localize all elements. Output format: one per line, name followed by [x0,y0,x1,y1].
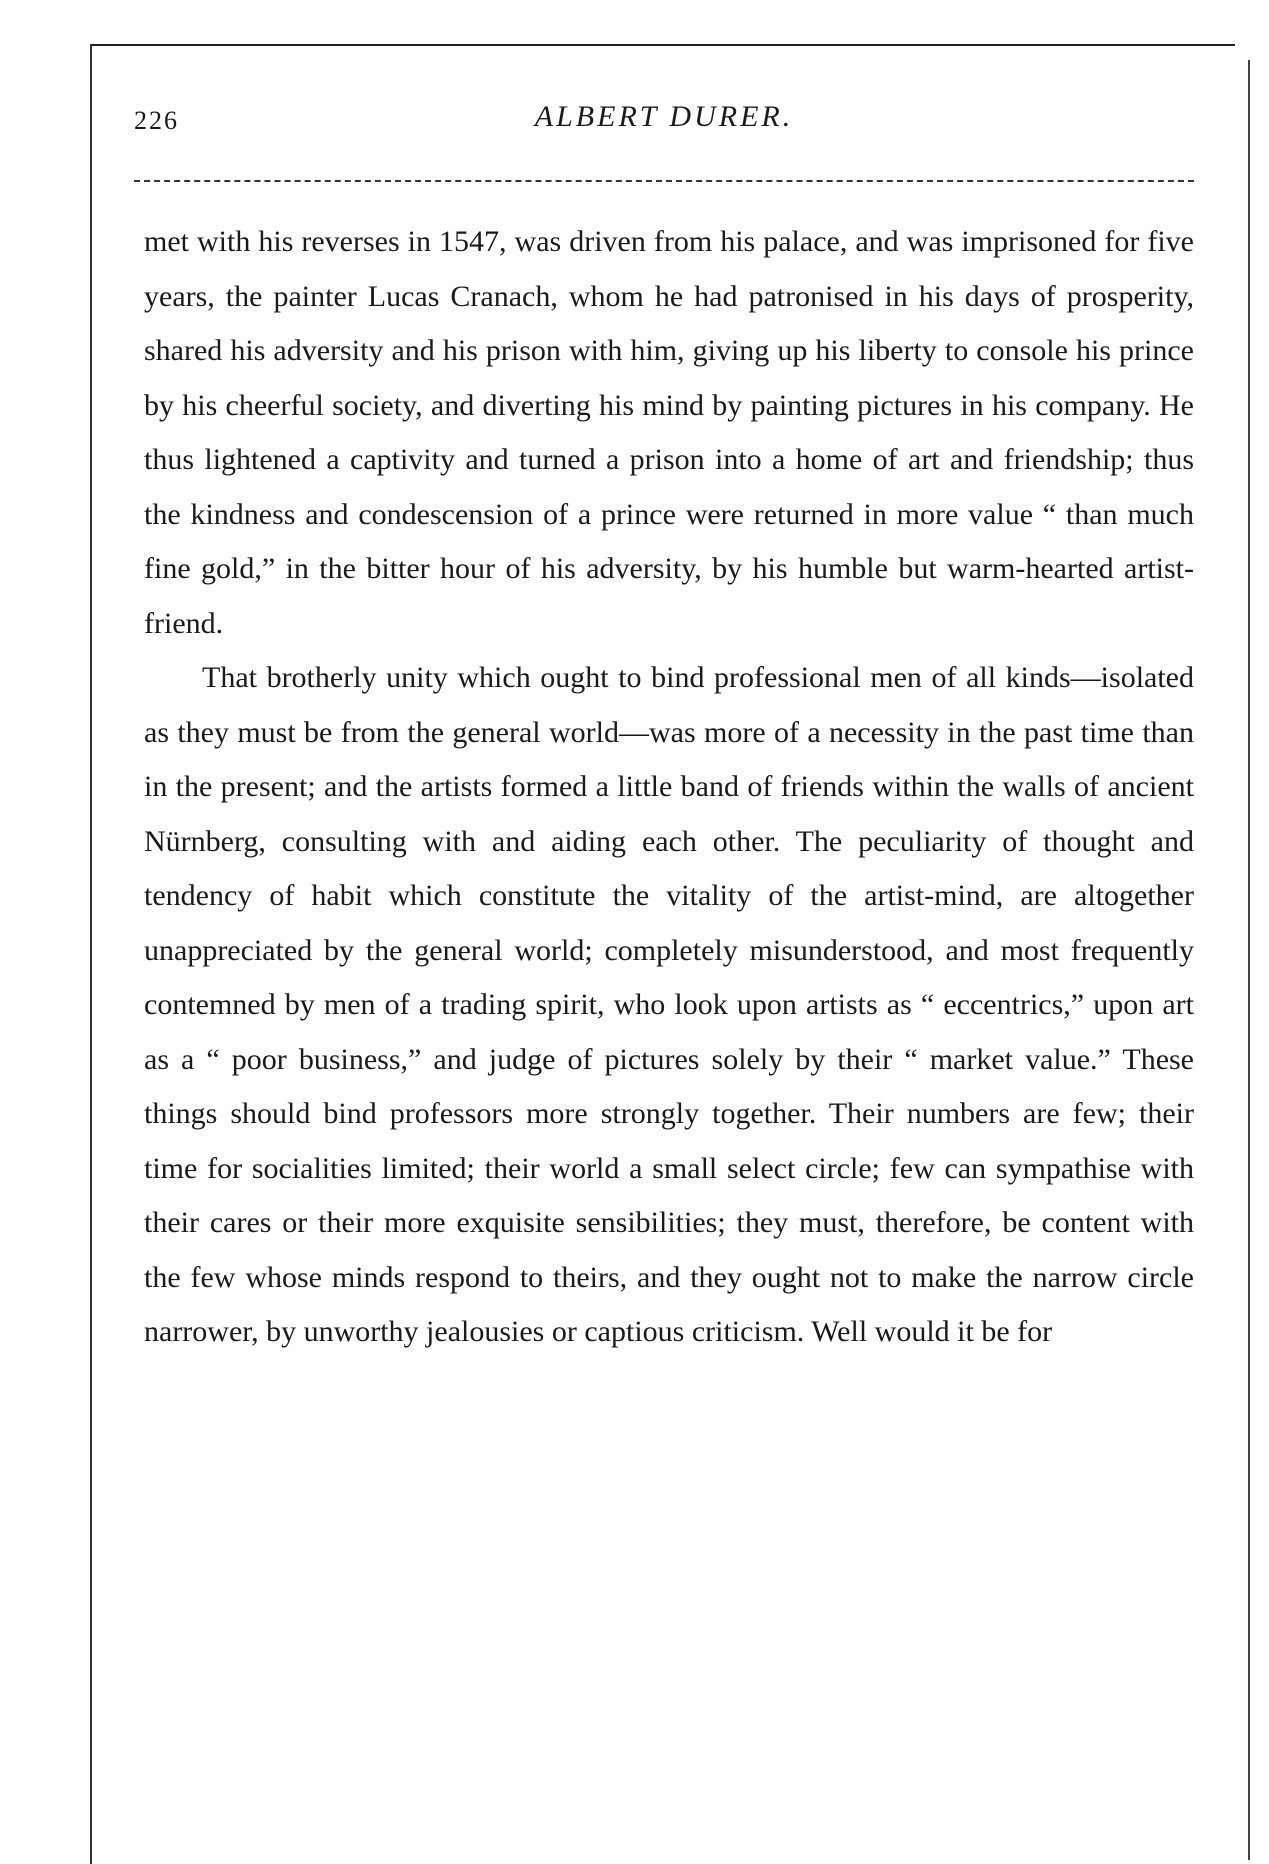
header-rule [134,180,1194,182]
paragraph-2: That brotherly unity which ought to bind professional men of all kinds—isolated as they must be from the general world—was more of a necessity in the past time than in the present; and the artists formed a little band of friends within the walls of ancient Nürnberg, consulting with and aiding each other. The peculiarity of thought and tendency of habit which constitute the vitality of the artist-mind, are altogether unappreciated by the general world; completely misunderstood, and most frequently contemned by men of a trading spirit, who look upon artists as “ eccentrics,” upon art as a “ poor business,” and judge of pictures solely by their “ market value.” These things should bind professors more strongly together. Their numbers are few; their time for socialities limited; their world a small select circle; few can sympathise with their cares or their more exquisite sensibilities; they must, therefore, be content with the few whose minds respond to theirs, and they ought not to make the narrow circle narrower, by unworthy jealousies or captious criticism. Well would it be for [144,661,1194,1348]
running-title: ALBERT DURER. [534,100,794,133]
body-text [144,215,1194,1360]
page-header [134,100,1194,140]
page-number: 226 [134,106,179,135]
scan-border-right [1248,60,1250,1860]
scan-border-top [90,44,1235,46]
scan-border-left [90,44,92,1864]
paragraph-1: met with his reverses in 1547, was driven from his palace, and was imprisoned for five years, the painter Lucas Cranach, whom he had patronised in his days of prosperity, shared his adversity and his prison with him, giving up his liberty to console his prince by his cheerful society, and diverting his mind by painting pictures in his company. He thus lightened a captivity and turned a prison into a home of art and friendship; thus the kindness and condescension of a prince were returned in more value “ than much fine gold,” in the bitter hour of his adversity, by his humble but warm-hearted artist-friend. [144,225,1194,640]
